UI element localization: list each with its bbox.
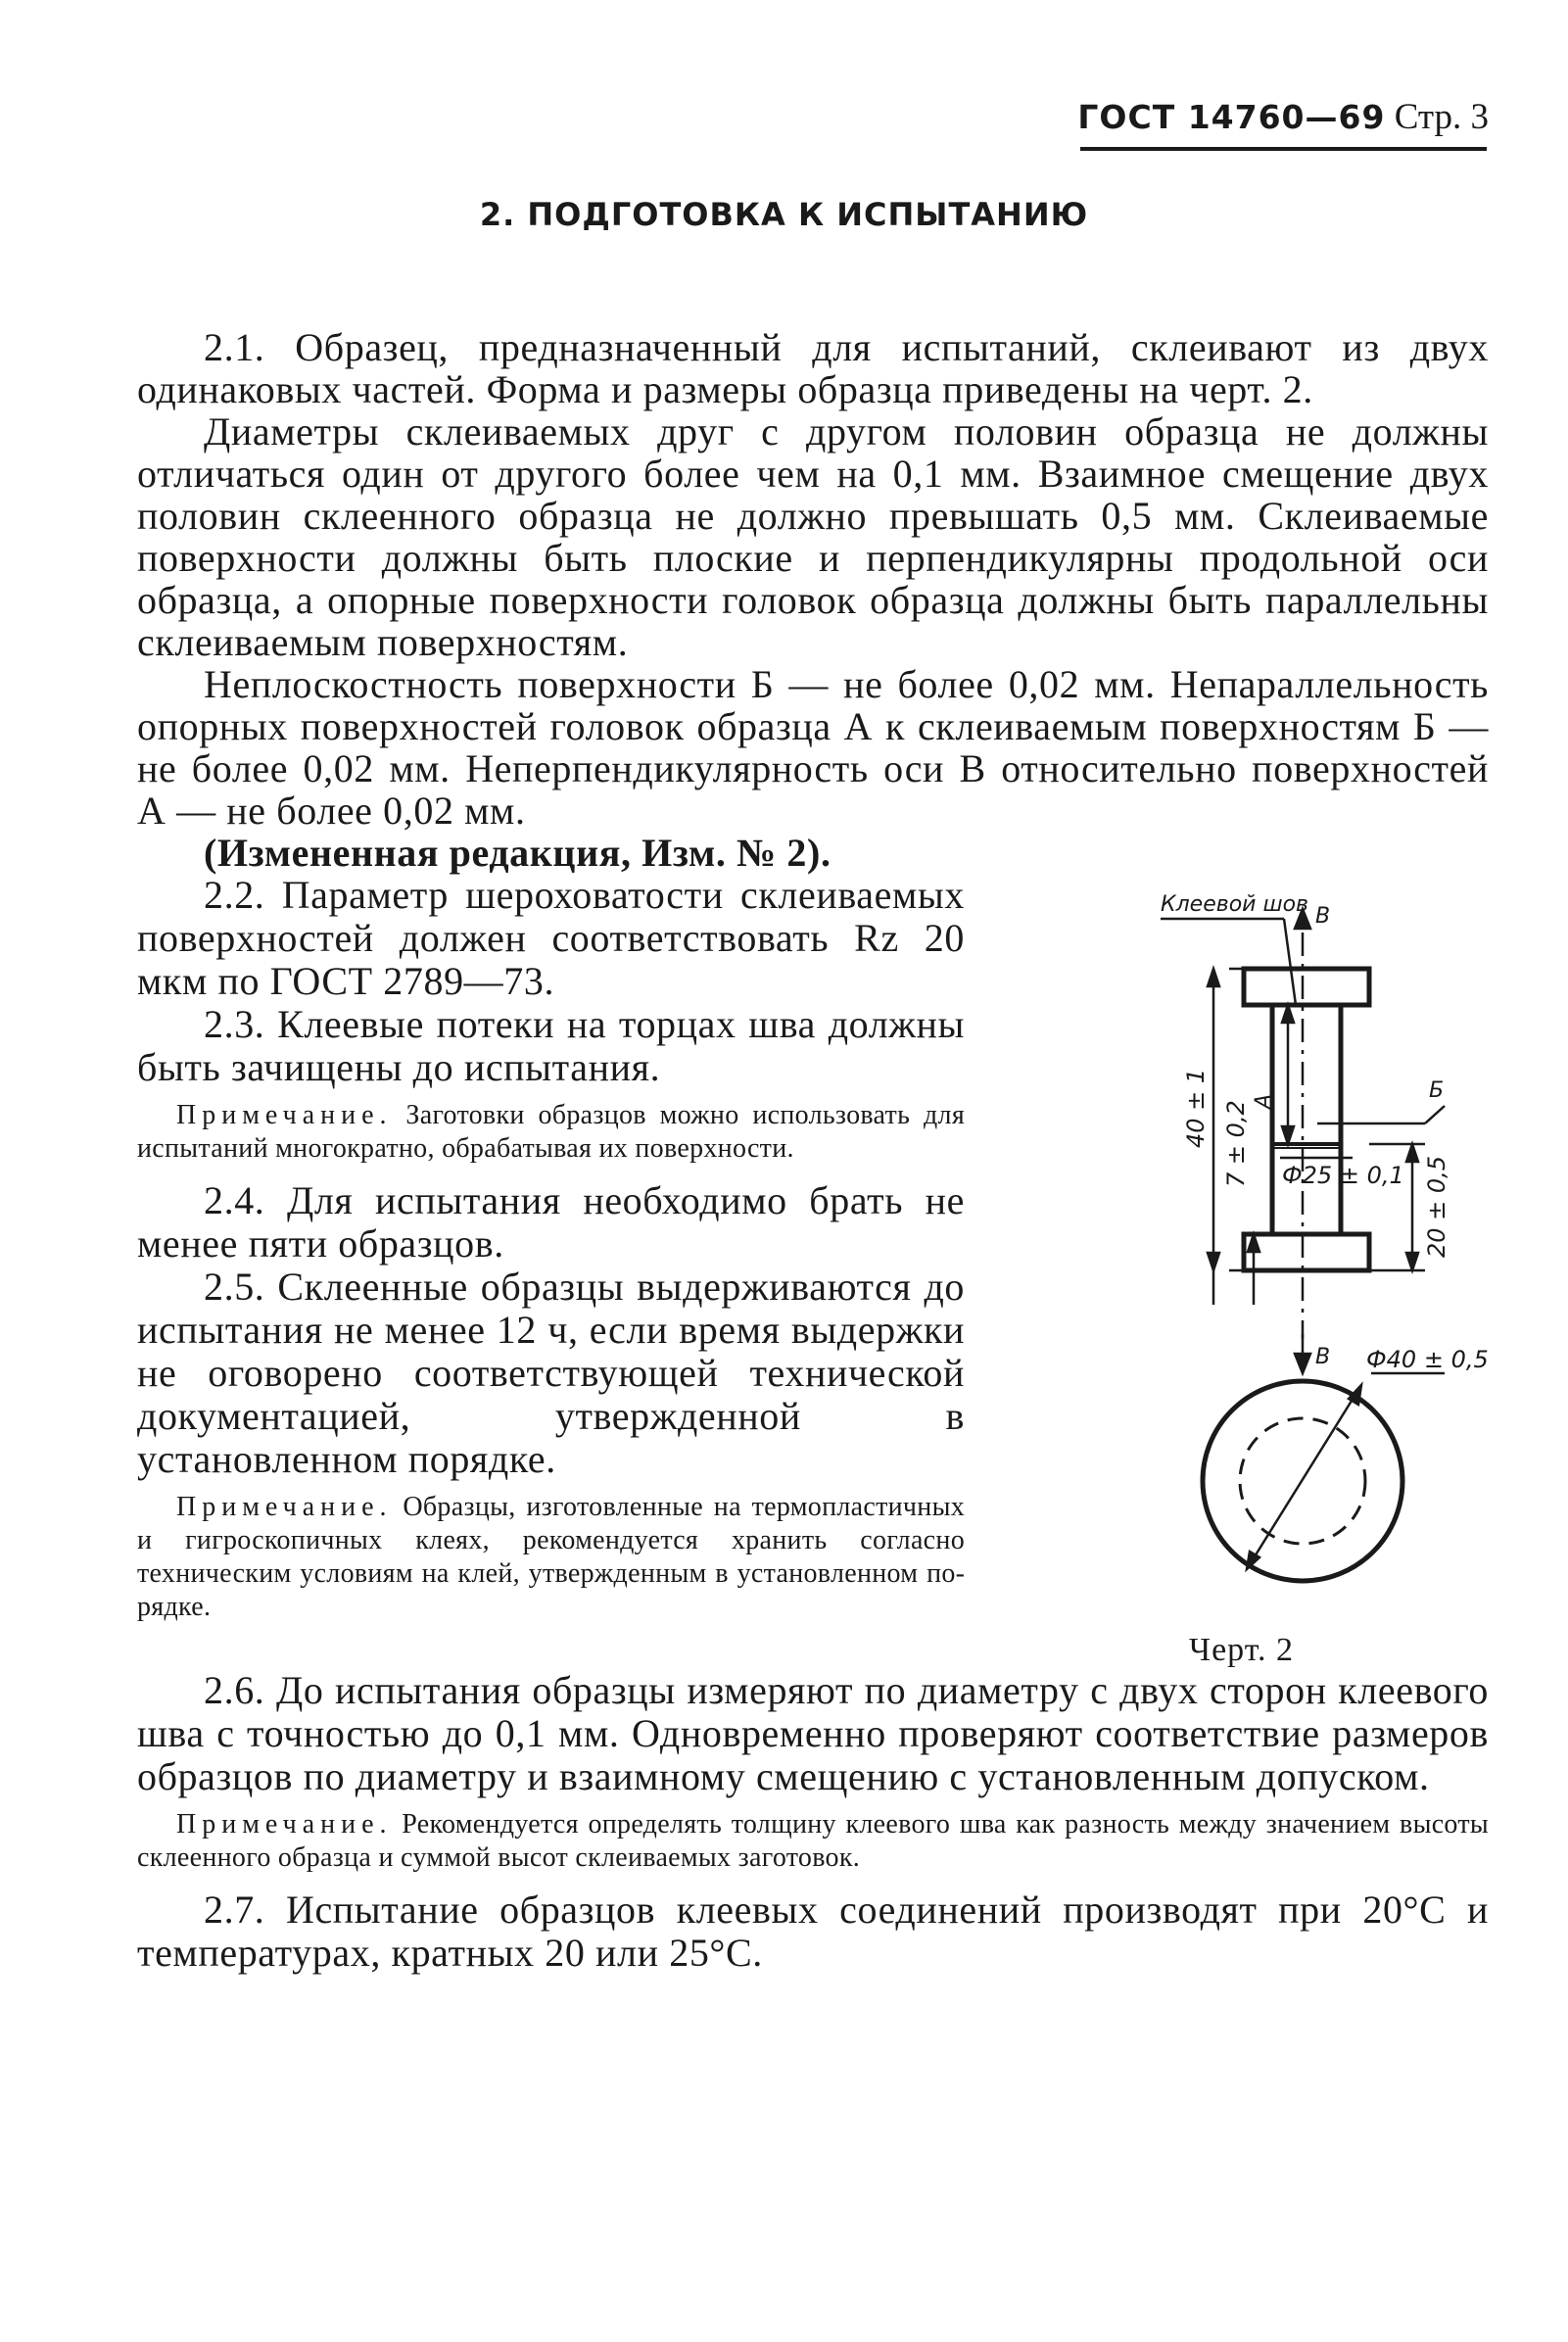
note-3 xyxy=(137,1808,1489,1875)
clause-with-figure xyxy=(137,874,1489,1669)
surface-b-label: Б xyxy=(1429,1078,1445,1103)
clause-2-1-diameters: Диаметры склеиваемых друг с другом половин образца не должны отличаться один от другого более чем на 0,1 мм. Взаимное смещение двух половин склеенного образца не должно превышать 0,5 мм. Склеиваемые поверхности должны быть плоские и перпендикулярны продольной оси образца, а опорные поверхности головок образца должны быть параллельны склеиваемым поверхностям. xyxy=(137,409,1489,664)
clause-2-5: 2.5. Склеенные образцы выдерживаются до испытания не менее 12 ч, если время выдержки не оговорено соответствующей технической документацией, утвержденной в установленном порядке. xyxy=(137,1265,965,1481)
left-column xyxy=(137,874,965,1638)
dim-inner-dia: Ф25 ± 0,1 xyxy=(1282,1162,1404,1189)
running-header xyxy=(1058,96,1489,139)
arrow-head xyxy=(1406,1144,1418,1162)
note-text: Образцы, изготовленные на термопластичных и гигроскопичных клеях, рекомендуется хранить согласно техническим условиям на клей, утвержденным в установленном порядке. xyxy=(137,1492,965,1622)
arrow-head xyxy=(1406,1253,1418,1270)
clause-2-2: 2.2. Параметр шероховатости склеиваемых поверхностей должен соответствовать Rz 20 мкм по ГОСТ 2789—73. xyxy=(137,873,965,1003)
note-1 xyxy=(137,1099,965,1166)
glue-seam-label: Клеевой шов xyxy=(1161,892,1309,917)
note-label: Примечание. xyxy=(176,1492,393,1522)
amendment-note: (Измененная редакция, Изм. № 2). xyxy=(204,831,832,875)
arrow-head xyxy=(1208,1253,1219,1270)
arrow-head xyxy=(1282,1005,1294,1023)
arrow-head xyxy=(1208,969,1219,986)
note-label: Примечание. xyxy=(176,1809,393,1840)
dim-outer-dia: Ф40 ± 0,5 xyxy=(1366,1346,1489,1373)
surface-a-label: А xyxy=(1252,1093,1276,1109)
dim-total: 40 ± 1 xyxy=(1182,1068,1210,1148)
arrow-head xyxy=(1282,1126,1294,1144)
note-label: Примечание. xyxy=(176,1100,393,1130)
specimen-drawing-svg xyxy=(965,874,1489,1618)
clause-2-1: 2.1. Образец, предназначенный для испытаний, склеивают из двух одинаковых частей. Форма и размеры образца приведены на черт. 2. xyxy=(137,325,1489,411)
clause-2-6: 2.6. До испытания образцы измеряют по диаметру с двух сторон клеевого шва с точностью до 0,1 мм. Одновременно проверяют соответствие размеров образцов по диаметру и взаимному смещению с установленным допуском. xyxy=(137,1668,1489,1798)
clause-2-3: 2.3. Клеевые потеки на торцах шва должны быть зачищены до испытания. xyxy=(137,1002,965,1089)
figure-caption: Черт. 2 xyxy=(1188,1632,1295,1668)
arrow-head xyxy=(1295,1354,1310,1373)
note-text: Рекомендуется определять толщину клеевого шва как разность между значением высоты склеенного образца и суммой высот склеиваемых заготовок. xyxy=(137,1809,1489,1873)
dim-half: 20 ± 0,5 xyxy=(1423,1155,1450,1258)
clause-2-1-tolerances: Неплоскостность поверхности Б — не более 0,02 мм. Непараллельность опорных поверхностей головок образца А к склеиваемым поверхностям Б — не более 0,02 мм. Неперпендикулярность оси В относительно поверхностей А — не более 0,02 мм. xyxy=(137,662,1489,833)
specimen-body xyxy=(1272,1005,1341,1234)
section-title: 2. ПОДГОТОВКА К ИСПЫТАНИЮ xyxy=(479,196,1089,233)
header-rule xyxy=(1080,147,1487,151)
specimen-drawing xyxy=(965,874,1489,1669)
body-text xyxy=(137,326,1489,1975)
clause-2-4: 2.4. Для испытания необходимо брать не менее пяти образцов. xyxy=(137,1178,965,1266)
axis-label-top: В xyxy=(1315,904,1331,929)
leader-line xyxy=(1284,919,1296,1005)
leader-line xyxy=(1425,1106,1445,1123)
dim-part: 7 ± 0,2 xyxy=(1222,1100,1250,1187)
head-top xyxy=(1244,969,1369,1005)
arrow-head xyxy=(1248,1234,1259,1252)
standard-number: ГОСТ 14760—69 xyxy=(1077,98,1386,136)
note-text: Заготовки образцов можно использовать для испытаний многократно, обрабатывая их поверхности. xyxy=(137,1100,965,1164)
head-bottom xyxy=(1244,1234,1369,1270)
axis-label-bottom: В xyxy=(1315,1345,1331,1369)
page-number: Стр. 3 xyxy=(1394,97,1489,137)
diameter-line xyxy=(1247,1385,1361,1569)
note-2 xyxy=(137,1491,965,1624)
clause-2-7: 2.7. Испытание образцов клеевых соединений производят при 20°С и температурах, кратных 20 или 25°С. xyxy=(137,1888,1489,1975)
